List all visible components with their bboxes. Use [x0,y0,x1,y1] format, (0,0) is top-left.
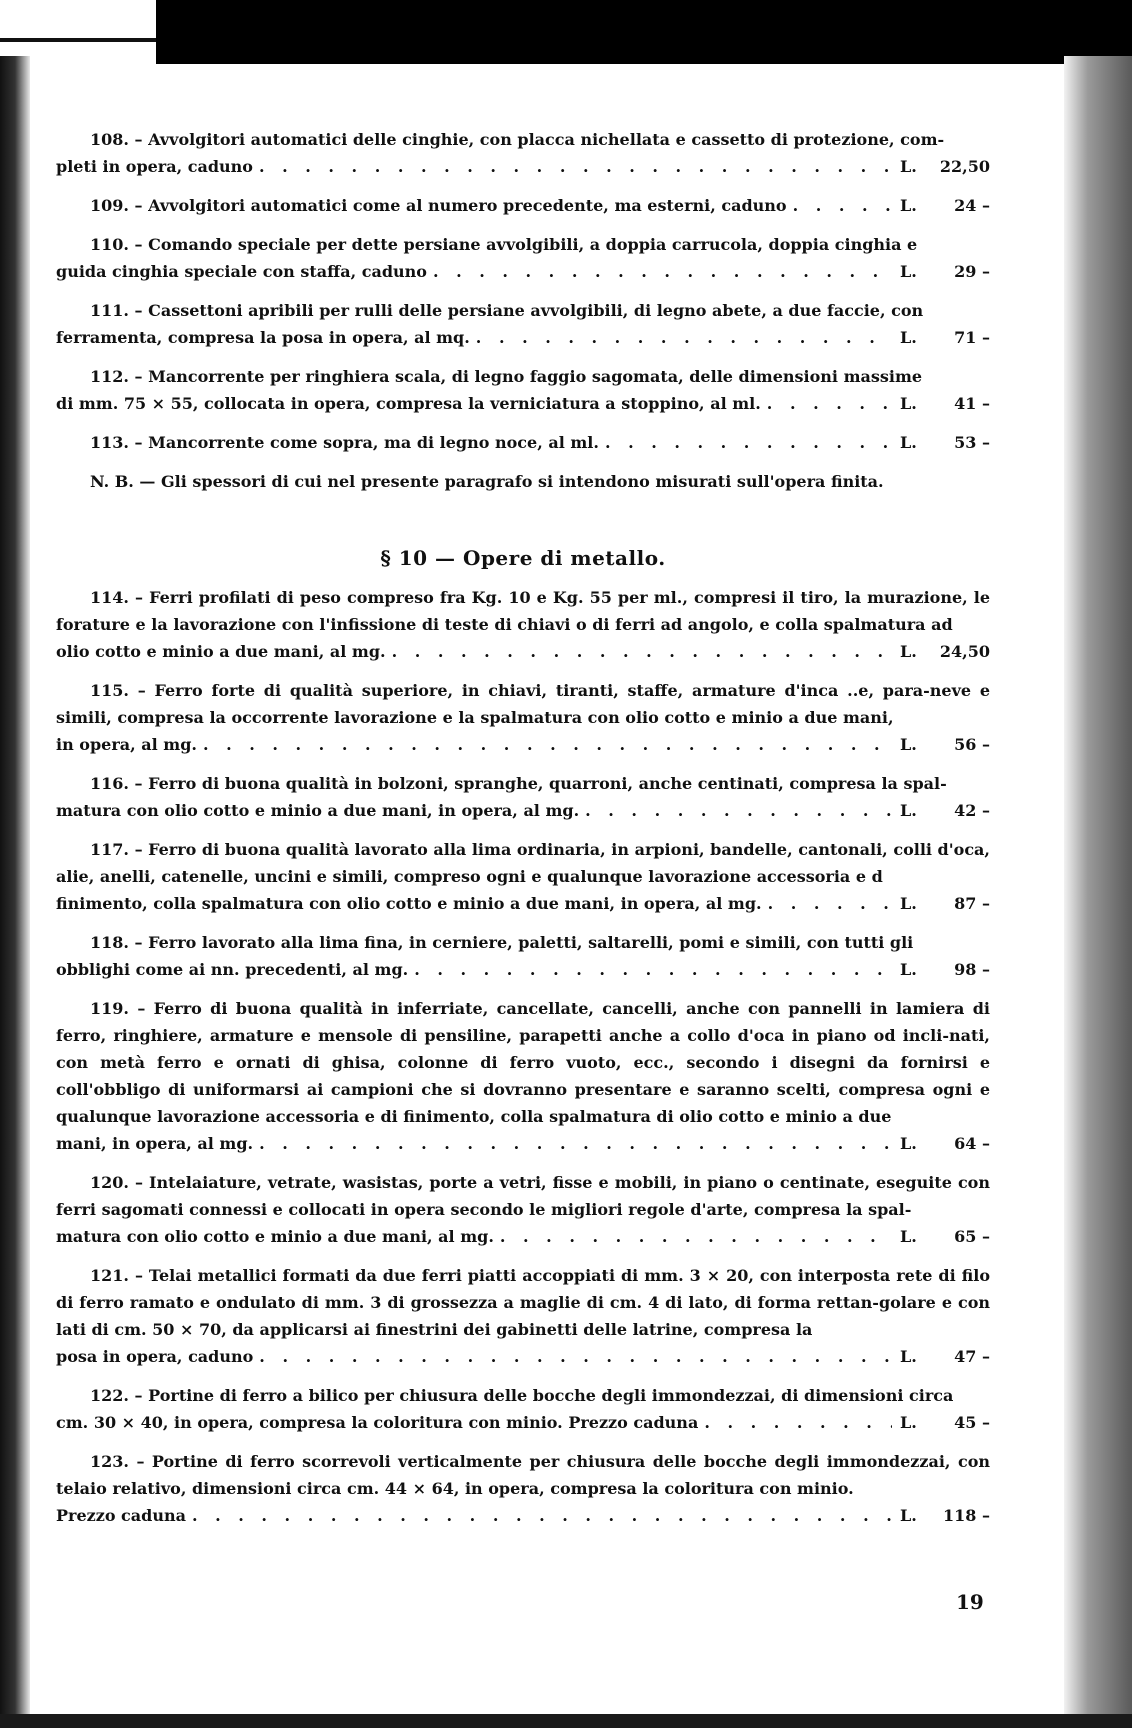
price-entry [56,995,990,1157]
entry-description [56,836,990,890]
section-title: § 10 — Opere di metallo. [380,546,666,570]
dot-leader [500,1223,892,1250]
entry-number: 118. [90,933,129,952]
scan-edge-line [0,38,156,42]
dot-leader [768,890,892,917]
entry-last-text: obblighi come ai nn. precedenti, al mg. [56,960,409,979]
price-entry [56,836,990,917]
currency-label: L. [900,801,917,820]
entry-text: – Ferro di buona qualità in bolzoni, spranghe, quarroni, anche centinati, compresa la spal- [134,774,947,793]
entry-number: 113. [90,433,129,452]
dot-leader [704,1409,892,1436]
entry-text: – Portine di ferro a bilico per chiusura delle bocche degli immondezzai, di dimensioni circa [134,1386,954,1405]
entry-last-text: guida cinghia speciale con staffa, caduno [56,262,427,281]
dot-leader [259,1343,892,1370]
entry-last-text: pleti in opera, caduno [56,157,253,176]
currency-label: L. [900,1227,917,1246]
scan-border-right [1064,56,1132,1728]
currency-label: L. [900,328,917,347]
entry-price-line [56,638,990,665]
entry-last-line-text [90,192,787,219]
entry-last-line-text [56,1343,253,1370]
entry-price [900,1223,990,1250]
entry-price-line [56,324,990,351]
entry-text: – Cassettoni apribili per rulli delle persiane avvolgibili, di legno abete, a due faccie, con [134,301,924,320]
entry-last-text: Prezzo caduna [56,1506,186,1525]
dot-leader [605,429,892,456]
currency-label: L. [900,157,917,176]
scan-border-bottom [0,1714,1132,1728]
entry-last-text: in opera, al mg. [56,735,197,754]
currency-label: L. [900,196,917,215]
dot-leader [767,390,892,417]
scan-border-left [0,56,30,1728]
price-value: 29 – [954,262,990,281]
entry-price-line [56,1130,990,1157]
dot-leader [433,258,892,285]
dot-leader [585,797,892,824]
price-value: 98 – [954,960,990,979]
entry-price [900,1502,990,1529]
entry-price [900,153,990,180]
entry-price-line [56,153,990,180]
entry-price-line [56,1223,990,1250]
price-value: 64 – [954,1134,990,1153]
entry-description [56,584,990,638]
entry-price [900,1409,990,1436]
entry-description [56,1169,990,1223]
entry-last-line-text [56,1502,186,1529]
entry-description [56,297,990,324]
price-entry [56,1169,990,1250]
price-value: 24 – [954,196,990,215]
entry-number: 115. [90,681,129,700]
price-entry [56,231,990,285]
price-entry [56,677,990,758]
entry-price-line [56,890,990,917]
entry-number: 111. [90,301,129,320]
price-entry [56,1382,990,1436]
entry-price [900,1130,990,1157]
entry-price [900,258,990,285]
entry-description [56,995,990,1130]
price-entry [56,297,990,351]
entry-last-line-text [56,390,761,417]
price-value: 41 – [954,394,990,413]
entry-last-text: – Avvolgitori automatici come al numero precedente, ma esterni, caduno [134,196,787,215]
entry-price [900,956,990,983]
price-entry [56,363,990,417]
dot-leader [476,324,892,351]
currency-label: L. [900,1413,917,1432]
entry-description [56,1262,990,1343]
entry-price [900,797,990,824]
price-entry [56,1262,990,1370]
dot-leader [259,153,892,180]
entry-price-line [56,390,990,417]
dot-leader [392,638,892,665]
price-value: 45 – [954,1413,990,1432]
entry-last-text: finimento, colla spalmatura con olio cotto e minio a due mani, in opera, al mg. [56,894,762,913]
entry-number: 114. [90,588,129,607]
price-entry [56,929,990,983]
dot-leader [203,731,892,758]
currency-label: L. [900,1506,917,1525]
currency-label: L. [900,394,917,413]
entry-price-line [56,797,990,824]
entry-number: 112. [90,367,129,386]
entry-number: 116. [90,774,129,793]
entry-text: – Ferro forte di qualità superiore, in chiavi, tiranti, staffe, armature d'inca ..e, para-neve e simili, compresa la occorrente lavorazione e la spalmatura con olio cotto e minio a due mani, [56,681,991,727]
entry-number: 120. [90,1173,129,1192]
entry-price [900,731,990,758]
entry-description [56,363,990,390]
entry-price-line [56,956,990,983]
entry-price [900,1343,990,1370]
currency-label: L. [900,1134,917,1153]
currency-label: L. [900,433,917,452]
scan-border-top [0,0,1132,64]
page-number: 19 [956,1590,984,1614]
entry-text: – Comando speciale per dette persiane avvolgibili, a doppia carrucola, doppia cinghia e [134,235,918,254]
price-value: 71 – [954,328,990,347]
entry-text: – Ferro di buona qualità in inferriate, cancellate, cancelli, anche con pannelli in lamiera di ferro, ringhiere, armature e mensole di pensiline, parapetti anche a collo d'oca in piano od incli-nati, con metà ferro e ornati di ghisa, colonne di ferro vuoto, ecc., secondo i disegni da fornirsi e coll'obbligo di uniformarsi ai campioni che si dovranno presentare e saranno scelti, compresa ogni e qualunque lavorazione accessoria e di finimento, colla spalmatura di olio cotto e minio a due [56,999,990,1126]
price-entry [56,126,990,180]
currency-label: L. [900,735,917,754]
entry-price-line [56,1502,990,1529]
entry-description [56,929,990,956]
dot-leader [414,956,892,983]
price-entry [56,1448,990,1529]
entry-description [56,1382,990,1409]
entry-price-line [56,731,990,758]
currency-label: L. [900,960,917,979]
entry-last-line-text [56,324,470,351]
price-entry [56,192,990,219]
price-value: 24,50 [939,642,990,661]
entry-description [56,770,990,797]
price-list-page [56,126,990,1541]
dot-leader [192,1502,892,1529]
entry-last-line-text [56,797,579,824]
currency-label: L. [900,1347,917,1366]
entry-description [56,677,990,731]
entry-text: – Ferro di buona qualità lavorato alla lima ordinaria, in arpioni, bandelle, cantonali, colli d'oca, alie, anelli, catenelle, uncini e simili, compreso ogni e qualunque lavorazione accessoria e d [56,840,990,886]
entry-price [900,890,990,917]
entry-last-text: matura con olio cotto e minio a due mani, al mg. [56,1227,494,1246]
entry-number: 121. [90,1266,129,1285]
entry-price [900,324,990,351]
entry-price-line [56,192,990,219]
entry-price [900,192,990,219]
entry-last-text: posa in opera, caduno [56,1347,254,1366]
entry-last-line-text [56,1409,698,1436]
price-entry [56,770,990,824]
currency-label: L. [900,262,917,281]
price-value: 65 – [954,1227,990,1246]
entry-text: – Avvolgitori automatici delle cinghie, con placca nichellata e cassetto di protezione, com- [134,130,945,149]
price-entry [56,429,990,456]
entry-number: 108. [90,130,129,149]
entry-number: 110. [90,235,129,254]
entry-price-line [56,1409,990,1436]
price-value: 42 – [954,801,990,820]
entry-last-line-text [56,1130,253,1157]
price-value: 118 – [943,1506,990,1525]
entry-price-line [56,1343,990,1370]
price-value: 47 – [954,1347,990,1366]
price-value: 53 – [954,433,990,452]
entry-number: 123. [90,1452,129,1471]
entry-last-text: olio cotto e minio a due mani, al mg. [56,642,386,661]
currency-label: L. [900,894,917,913]
entry-last-line-text [56,1223,494,1250]
entry-price [900,638,990,665]
entry-price-line [56,258,990,285]
entry-last-text: mani, in opera, al mg. [56,1134,254,1153]
entry-last-line-text [56,638,386,665]
entry-text: – Ferro lavorato alla lima fina, in cerniere, paletti, saltarelli, pomi e simili, con tutti gli [134,933,914,952]
entry-last-line-text [56,956,408,983]
entry-last-line-text [56,890,762,917]
entry-number: 122. [90,1386,129,1405]
entry-description [56,1448,990,1502]
entry-price [900,429,990,456]
entries-metal-group [56,584,990,1529]
entry-last-line-text [56,153,253,180]
dot-leader [259,1130,892,1157]
entry-text: – Ferri profilati di peso compreso fra Kg. 10 e Kg. 55 per ml., compresi il tiro, la murazione, le forature e la lavorazione con l'infissione di teste di chiavi o di ferri ad angolo, e colla spalmatura ad [56,588,991,634]
entry-last-text: matura con olio cotto e minio a due mani, in opera, al mg. [56,801,580,820]
price-value: 87 – [954,894,990,913]
dot-leader [793,192,892,219]
price-value: 56 – [954,735,990,754]
entry-number: 117. [90,840,129,859]
currency-label: L. [900,642,917,661]
entry-number: 119. [90,999,129,1018]
entry-text: – Intelaiature, vetrate, wasistas, porte a vetri, fisse e mobili, in piano o centinate, eseguite con ferri sagomati connessi e collocati in opera secondo le migliori regole d'arte, compresa la spal- [56,1173,990,1219]
price-entry [56,584,990,665]
entry-text: – Portine di ferro scorrevoli verticalmente per chiusura delle bocche degli immondezzai, con telaio relativo, dimensioni circa cm. 44 × 64, in opera, compresa la coloritura con minio. [56,1452,990,1498]
entry-last-text: di mm. 75 × 55, collocata in opera, compresa la verniciatura a stoppino, al ml. [56,394,761,413]
entry-text: – Mancorrente per ringhiera scala, di legno faggio sagomata, delle dimensioni massime [134,367,923,386]
entries-upholstery-group [56,126,990,456]
entry-last-line-text [90,429,599,456]
entry-last-line-text [56,258,427,285]
price-value: 22,50 [939,157,990,176]
nota-bene: N. B. — Gli spessori di cui nel presente paragrafo si intendono misurati sull'opera finita. [90,472,884,491]
scan-corner [0,0,156,64]
entry-price [900,390,990,417]
entry-price-line [56,429,990,456]
entry-last-text: – Mancorrente come sopra, ma di legno noce, al ml. [134,433,599,452]
entry-last-text: cm. 30 × 40, in opera, compresa la coloritura con minio. Prezzo caduna [56,1413,699,1432]
entry-last-text: ferramenta, compresa la posa in opera, al mq. [56,328,470,347]
entry-last-line-text [56,731,197,758]
entry-text: – Telai metallici formati da due ferri piatti accoppiati di mm. 3 × 20, con interposta rete di filo di ferro ramato e ondulato di mm. 3 di grossezza a maglie di cm. 4 di lato, di forma rettan-golare e con lati di cm. 50 × 70, da applicarsi ai finestrini dei gabinetti delle latrine, compresa la [56,1266,990,1339]
entry-number: 109. [90,196,129,215]
entry-description [56,126,990,153]
entry-description [56,231,990,258]
